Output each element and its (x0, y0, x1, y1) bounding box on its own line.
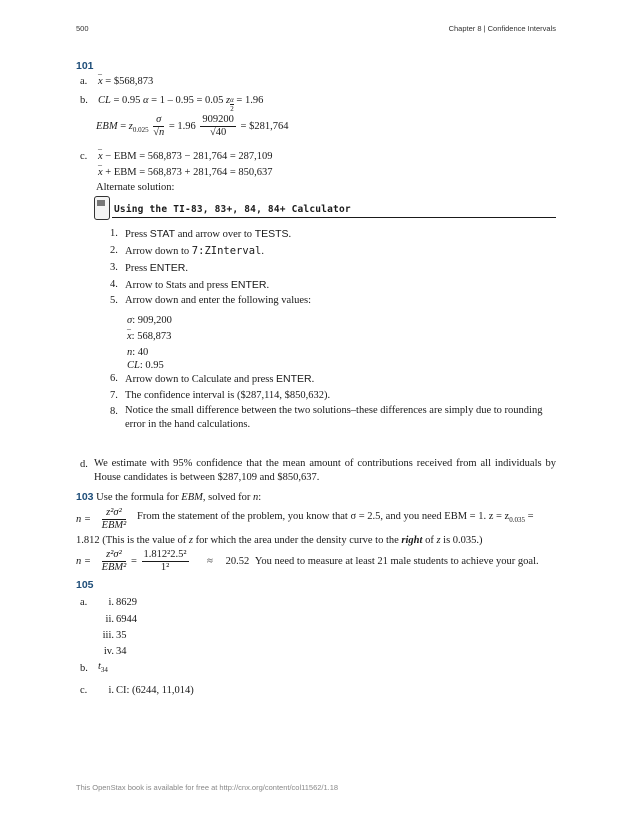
calculator-divider (112, 217, 556, 218)
step-number: 1. (110, 228, 118, 239)
list-item-label: iv. (103, 646, 114, 657)
sample-size-calculation: n = $\frac{\text{z²σ²}}{\text{EBM²}}$ = $\frac{\text{1.812²2.5²}}{\text{1²}}$ ≈ 20.52 You need to measure at least 21 male students to achieve your goal. (76, 549, 539, 573)
q105-c-label: c. (80, 685, 88, 696)
list-item-value: 8629 (116, 597, 137, 608)
step-number: 6. (110, 373, 118, 384)
step-number: 8. (110, 406, 118, 417)
step-3: Press ENTER. (125, 262, 189, 274)
step-7: The confidence interval is ($287,114, $850,632). (125, 390, 331, 401)
list-item-value: 6944 (116, 614, 137, 625)
xbar-symbol: – x (98, 76, 103, 87)
sample-size-formula: n = $\frac{\text{z²σ²}}{\text{EBM²}}$ (76, 507, 127, 531)
q101-a-label: a. (80, 76, 88, 87)
step-number: 4. (110, 279, 118, 290)
q105-a-label: a. (80, 597, 88, 608)
step-2: Arrow down to 7:ZInterval. (125, 245, 264, 257)
list-item-label: iii. (102, 630, 114, 641)
list-item-value: 35 (116, 630, 127, 641)
chapter-title: Chapter 8 | Confidence Intervals (448, 24, 556, 33)
q103-text-line2: 1.812 (This is the value of z for which the area under the density curve to the right of z is 0.035.) (76, 535, 483, 546)
question-number-101: 101 (76, 60, 94, 72)
value-cl: CL: 0.95 (127, 360, 164, 371)
step-4: Arrow to Stats and press ENTER. (125, 279, 270, 291)
q103-text-line1: From the statement of the problem, you know that σ = 2.5, and you need EBM = 1. $z = z_{0.035}$ = (137, 511, 534, 525)
question-number-105: 105 (76, 579, 94, 591)
calculator-icon (94, 196, 110, 220)
list-item-label: i. (108, 597, 114, 608)
list-item-value: CI: (6244, 11,014) (116, 685, 194, 696)
q101-c-label: c. (80, 151, 88, 162)
page-number: 500 (76, 24, 89, 33)
q101-c-line2: – x + EBM = 568,873 + 281,764 = 850,637 (98, 167, 273, 178)
step-number: 5. (110, 295, 118, 306)
alternate-solution-label: Alternate solution: (96, 182, 175, 193)
value-xbar: – x: 568,873 (127, 331, 171, 342)
q101-d-answer: We estimate with 95% confidence that the mean amount of contributions received from all individuals by House candidates is between $287,109 and $850,637. (94, 458, 556, 483)
step-5: Arrow down and enter the following values: (125, 295, 312, 306)
step-6: Arrow down to Calculate and press ENTER. (125, 373, 315, 385)
footer-note: This OpenStax book is available for free at http://cnx.org/content/col11562/1.18 (76, 783, 339, 792)
list-item-value: 34 (116, 646, 127, 657)
calculator-heading: Using the TI-83, 83+, 84, 84+ Calculator (114, 204, 351, 215)
q101-d-label: d. (80, 459, 88, 470)
q101-b-label: b. (80, 95, 88, 106)
list-item-label: i. (108, 685, 114, 696)
q101-a-answer: – x = $568,873 (98, 76, 153, 87)
q101-b-answer: CL = 0.95 α = 1 – 0.95 = 0.05 z $\frac{\alpha}{2}$ = 1.96 (98, 95, 264, 113)
step-8: Notice the small difference between the two solutions–these differences are simply due to rounding error in the hand calculations. (125, 405, 543, 430)
step-number: 7. (110, 390, 118, 401)
value-n: n: 40 (127, 347, 149, 358)
q101-c-line1: – x − EBM = 568,873 − 281,764 = 287,109 (98, 151, 273, 162)
ebm-formula: EBM = $z_{0.025}$ $\frac{\sigma}{√n}$ = 1.96 $\frac{909200}{√40}$ = $281,764 (96, 114, 289, 138)
step-number: 2. (110, 245, 118, 256)
list-item-label: ii. (105, 614, 114, 625)
step-1: Press STAT and arrow over to TESTS. (125, 228, 292, 240)
step-number: 3. (110, 262, 118, 273)
q103-intro: 103 Use the formula for EBM, solved for n: (76, 491, 262, 503)
q105-b-answer: $t_{34}$ (98, 661, 108, 675)
q105-b-label: b. (80, 663, 88, 674)
value-sigma: σ: 909,200 (127, 315, 172, 326)
